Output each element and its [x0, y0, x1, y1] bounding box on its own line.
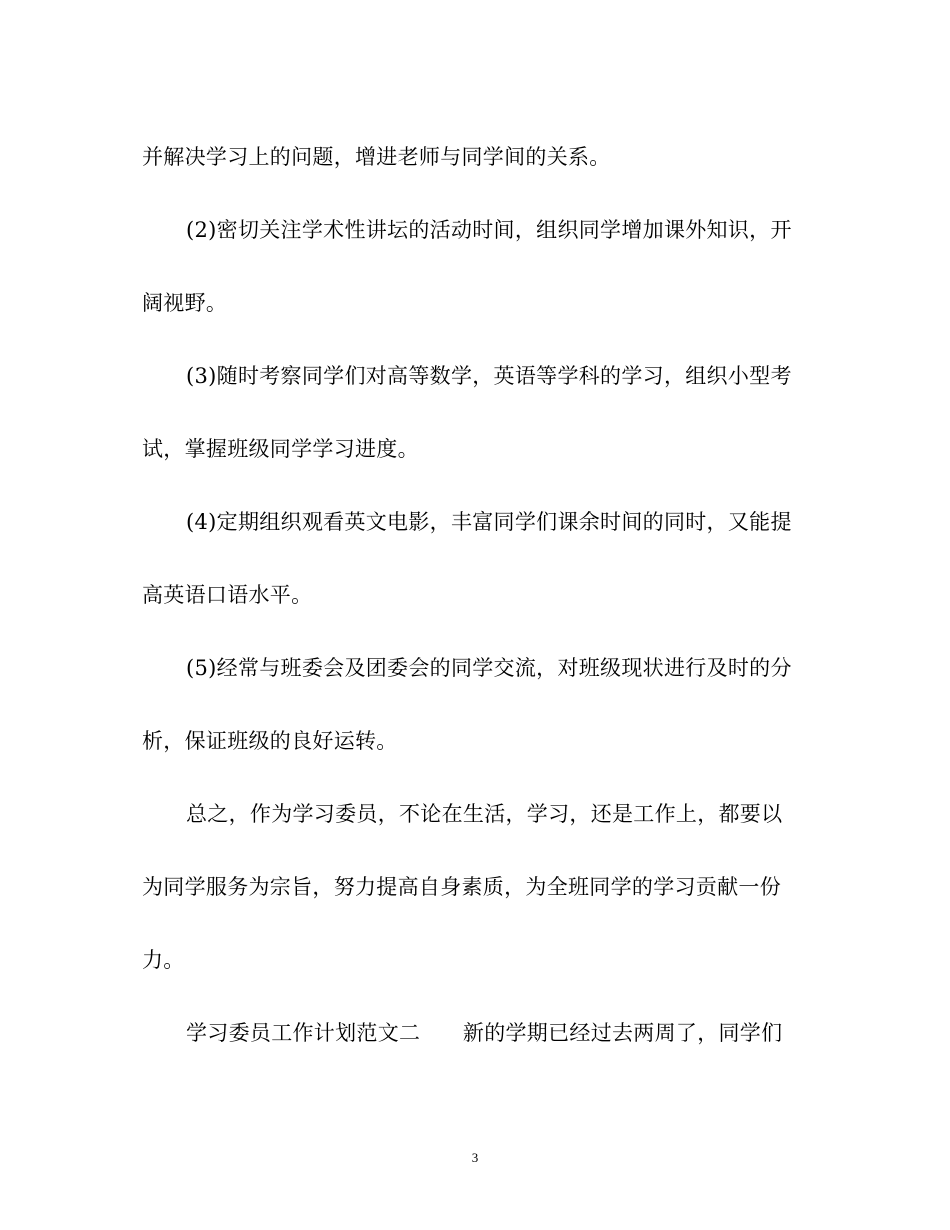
- text-line: 并解决学习上的问题，增进老师与同学间的关系。: [142, 145, 611, 169]
- text-line: (4)定期组织观看英文电影，丰富同学们课余时间的同时，又能提: [186, 510, 792, 534]
- text-line: 为同学服务为宗旨，努力提高自身素质，为全班同学的学习贡献一份: [142, 875, 781, 899]
- text-line: 学习委员工作计划范文二 新的学期已经过去两周了，同学们: [186, 1021, 783, 1045]
- text-line: 试，掌握班级同学学习进度。: [142, 437, 419, 461]
- page-number: 3: [471, 1150, 479, 1165]
- text-line: 力。: [142, 948, 185, 972]
- text-line: (5)经常与班委会及团委会的同学交流，对班级现状进行及时的分: [186, 656, 792, 680]
- text-line: 析，保证班级的良好运转。: [142, 729, 398, 753]
- text-line: 高英语口语水平。: [142, 583, 313, 607]
- text-line: 总之，作为学习委员，不论在生活，学习，还是工作上，都要以: [186, 802, 783, 826]
- text-line: (2)密切关注学术性讲坛的活动时间，组织同学增加课外知识，开: [186, 218, 792, 242]
- text-line: 阔视野。: [142, 291, 228, 315]
- text-line: (3)随时考察同学们对高等数学，英语等学科的学习，组织小型考: [186, 364, 792, 388]
